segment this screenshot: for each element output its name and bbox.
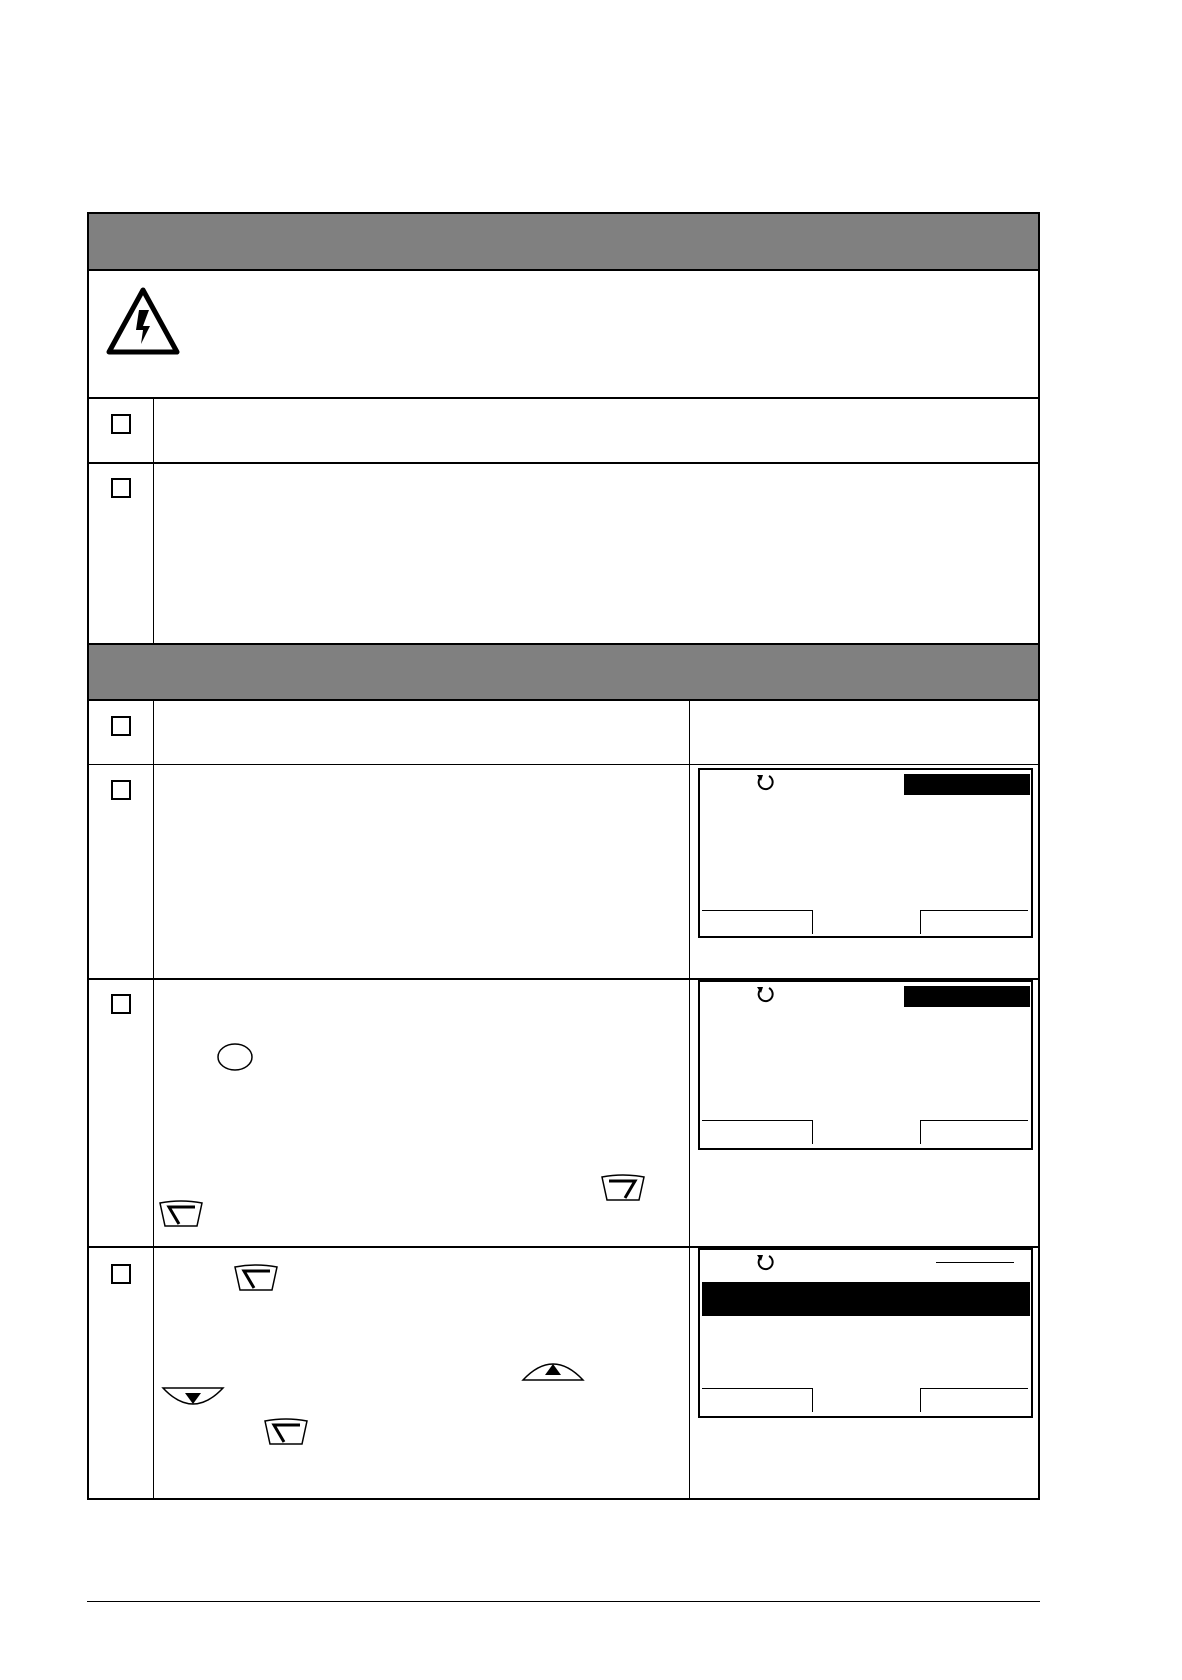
softkey-bar-left	[702, 910, 812, 911]
column-divider	[689, 700, 690, 1500]
checklist-checkbox[interactable]	[111, 478, 131, 498]
status-line	[936, 1262, 1014, 1263]
divider	[89, 764, 1038, 765]
softkey-bar-right	[920, 910, 1028, 911]
divider	[89, 397, 1038, 399]
down-arrow-key-icon[interactable]	[161, 1386, 225, 1412]
checklist-checkbox[interactable]	[111, 414, 131, 434]
divider	[89, 269, 1038, 271]
up-arrow-key-icon[interactable]	[521, 1356, 585, 1382]
left-softkey-icon[interactable]	[157, 1198, 205, 1230]
softkey-bar-right	[920, 1120, 1028, 1121]
checklist-checkbox[interactable]	[111, 716, 131, 736]
control-panel-display	[698, 980, 1033, 1150]
divider	[89, 699, 1038, 701]
status-bar	[904, 986, 1030, 1007]
left-softkey-icon[interactable]	[232, 1262, 280, 1294]
softkey-bar-left	[702, 1388, 812, 1389]
selected-row-highlight	[702, 1282, 1030, 1316]
section-header-safety	[89, 214, 1038, 269]
control-panel-display	[698, 768, 1033, 938]
status-bar	[904, 774, 1030, 795]
rotation-arrow-icon	[755, 984, 777, 1006]
rotation-arrow-icon	[755, 1252, 777, 1274]
right-softkey-icon[interactable]	[599, 1172, 647, 1204]
checklist-checkbox[interactable]	[111, 1264, 131, 1284]
softkey-bar-left	[702, 1120, 812, 1121]
checklist-table	[87, 212, 1040, 1500]
section-header-procedure	[89, 645, 1038, 699]
checklist-checkbox[interactable]	[111, 994, 131, 1014]
rotation-arrow-icon	[755, 772, 777, 794]
footer-rule	[87, 1601, 1040, 1602]
softkey-bar-right	[920, 1388, 1028, 1389]
column-divider	[153, 398, 154, 643]
high-voltage-warning-icon	[105, 286, 181, 356]
column-divider	[153, 700, 154, 1500]
divider	[89, 462, 1038, 464]
control-panel-display	[698, 1248, 1033, 1418]
left-softkey-icon[interactable]	[262, 1416, 310, 1448]
round-key-icon[interactable]	[216, 1042, 254, 1072]
checklist-checkbox[interactable]	[111, 780, 131, 800]
